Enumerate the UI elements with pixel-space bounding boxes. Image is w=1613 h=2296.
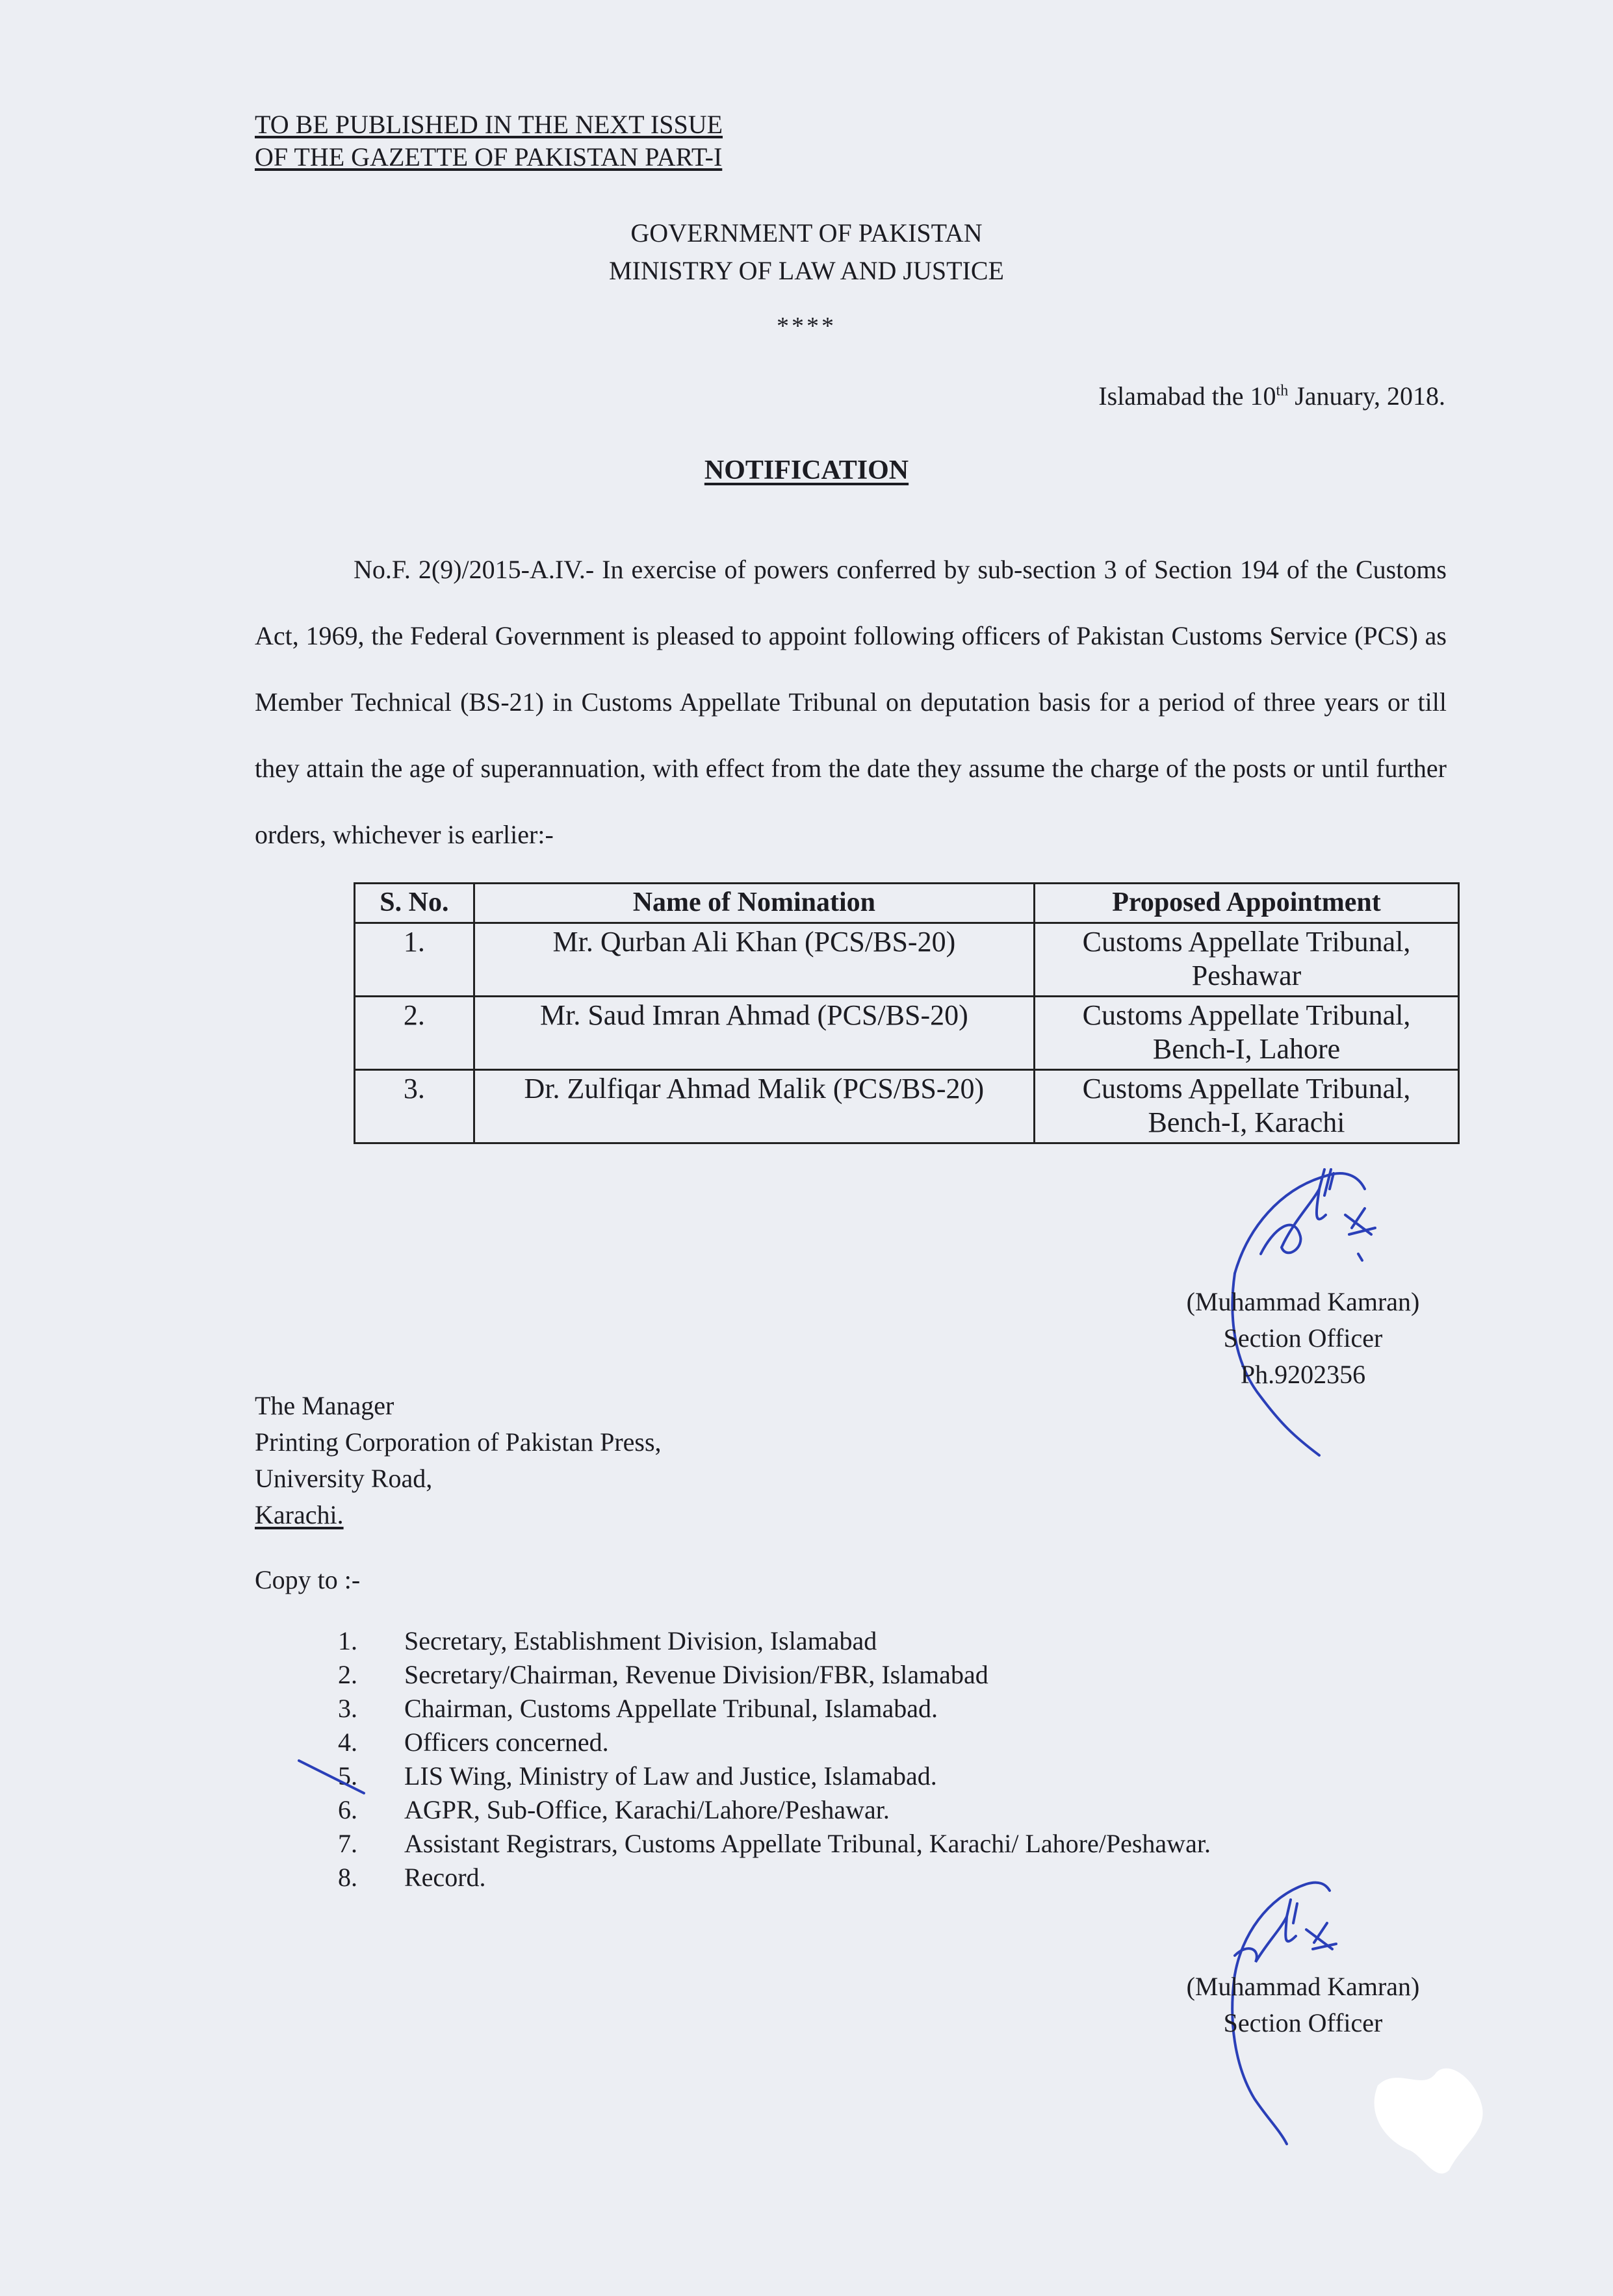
nominations-table (354, 882, 1460, 1144)
list-item: 2. Secretary/Chairman, Revenue Division/FBR, Islamabad (338, 1660, 988, 1689)
table-row (355, 923, 1459, 997)
cell-sno: 3. (355, 1070, 474, 1143)
table-row (355, 997, 1459, 1070)
signatory-block-1 (1066, 1284, 1540, 1393)
table-header-row (355, 884, 1459, 923)
copy-to-list (338, 1624, 1211, 1894)
copy-to-label: Copy to :- (255, 1565, 361, 1594)
cell-sno: 1. (355, 923, 474, 997)
notification-body: No.F. 2(9)/2015-A.IV.- In exercise of powers conferred by sub-section 3 of Section 194 of the Customs Act, 1969, the Federal Government is pleased to appoint following officers of Pakistan Customs Service (PCS) as Member Technical (BS-21) in Customs Appellate Tribunal on deputation basis for a period of three years or till they attain the age of superannuation, with effect from the date they assume the charge of the posts or until further orders, whichever is earlier:- (255, 555, 1447, 849)
list-item: 6. AGPR, Sub-Office, Karachi/Lahore/Peshawar. (338, 1795, 890, 1824)
addressee-block (255, 1388, 662, 1533)
signatory-title: Section Officer (1223, 2008, 1383, 2037)
signatory-name: (Muhammad Kamran) (1186, 1287, 1420, 1316)
cell-name: Mr. Qurban Ali Khan (PCS/BS-20) (474, 923, 1034, 997)
gazette-header-line1: TO BE PUBLISHED IN THE NEXT ISSUE (255, 110, 723, 139)
addressee-line: University Road, (255, 1464, 433, 1493)
issue-date: Islamabad the 10th January, 2018. (1098, 381, 1445, 411)
addressee-city: Karachi. (255, 1500, 344, 1529)
cell-name: Dr. Zulfiqar Ahmad Malik (PCS/BS-20) (474, 1070, 1034, 1143)
separator-stars: **** (777, 313, 836, 340)
cell-appointment: Customs Appellate Tribunal, Bench-I, Lahore (1035, 997, 1459, 1070)
list-item: 5. LIS Wing, Ministry of Law and Justice, Islamabad. (338, 1761, 937, 1791)
signatory-name: (Muhammad Kamran) (1186, 1972, 1420, 2001)
cell-appointment: Customs Appellate Tribunal, Bench-I, Karachi (1035, 1070, 1459, 1143)
addressee-line: The Manager (255, 1391, 394, 1420)
pen-tick-mark (292, 1754, 370, 1806)
ministry-name: MINISTRY OF LAW AND JUSTICE (609, 256, 1004, 285)
header-sno: S. No. (355, 884, 474, 923)
government-name: GOVERNMENT OF PAKISTAN (630, 218, 983, 248)
signatory-phone: Ph.9202356 (1240, 1360, 1366, 1389)
table-row (355, 1070, 1459, 1143)
signatory-block-2 (1066, 1969, 1540, 2041)
signatory-title: Section Officer (1223, 1323, 1383, 1353)
header-name: Name of Nomination (474, 884, 1034, 923)
list-item: 3. Chairman, Customs Appellate Tribunal, Islamabad. (338, 1694, 938, 1723)
paper-stain-mark (1352, 2047, 1508, 2189)
list-item: 7. Assistant Registrars, Customs Appellate Tribunal, Karachi/ Lahore/Peshawar. (338, 1829, 1211, 1858)
cell-sno: 2. (355, 997, 474, 1070)
cell-appointment: Customs Appellate Tribunal, Peshawar (1035, 923, 1459, 997)
list-item: 1. Secretary, Establishment Division, Islamabad (338, 1626, 877, 1655)
list-item: 4. Officers concerned. (338, 1728, 609, 1757)
addressee-line: Printing Corporation of Pakistan Press, (255, 1427, 662, 1457)
header-appointment: Proposed Appointment (1035, 884, 1459, 923)
gazette-header-line2: OF THE GAZETTE OF PAKISTAN PART-I (255, 142, 723, 172)
list-item: 8. Record. (338, 1863, 486, 1892)
government-heading (0, 214, 1613, 290)
notification-title: NOTIFICATION (704, 455, 909, 485)
cell-name: Mr. Saud Imran Ahmad (PCS/BS-20) (474, 997, 1034, 1070)
